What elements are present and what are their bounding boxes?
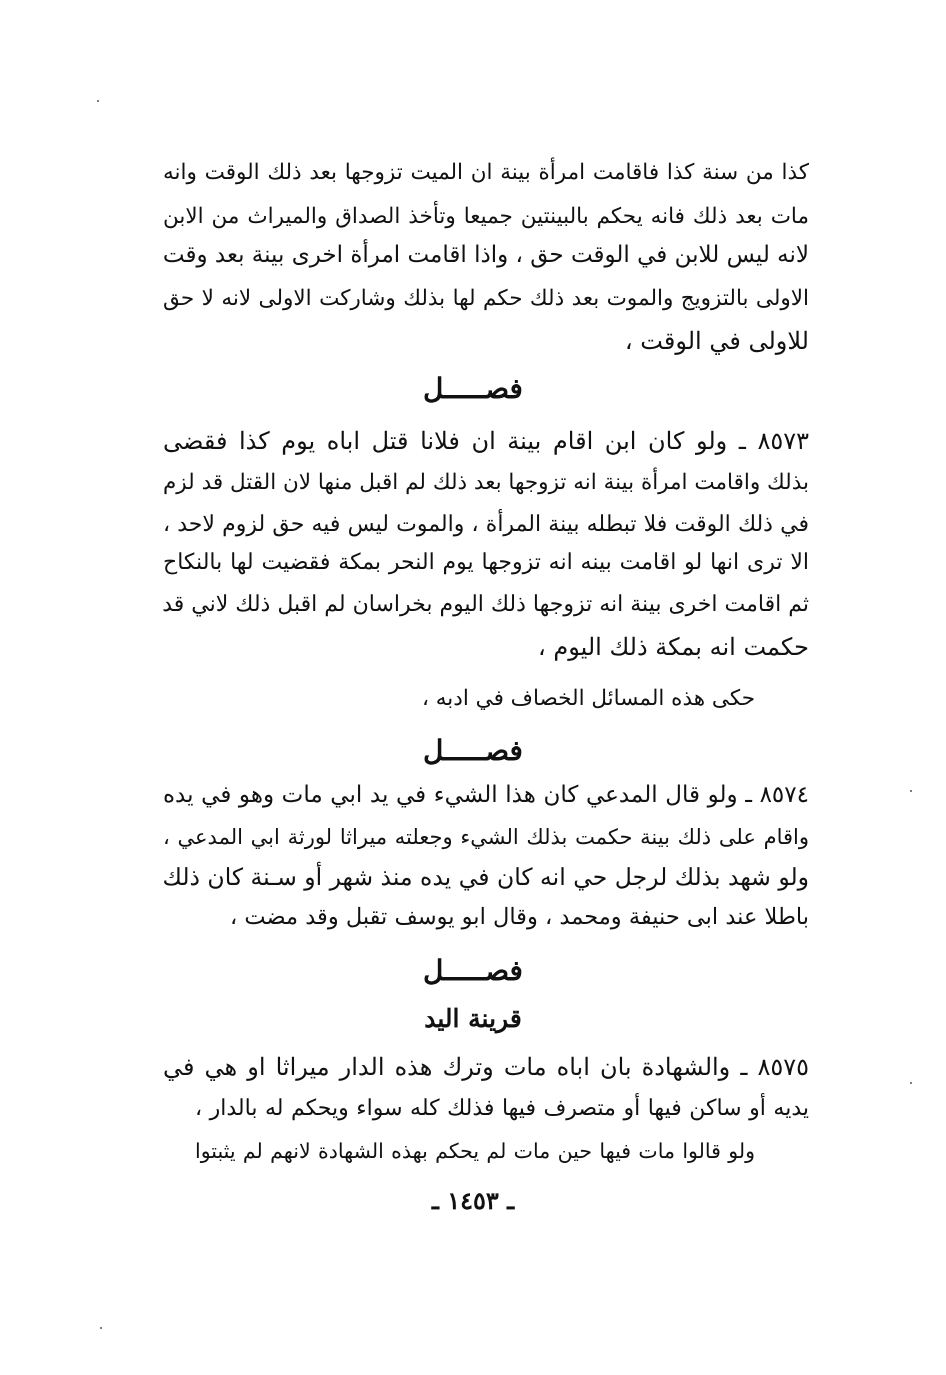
section-heading: فصـــــل <box>423 954 523 987</box>
text-line: يديه أو ساكن فيها أو متصرف فيها فذلك كله سواء ويحكم له بالدار ، <box>195 1096 809 1121</box>
text-line: حكمت انه بمكة ذلك اليوم ، <box>537 633 809 661</box>
text-line: ٨٥٧٥ ـ والشهادة بان اباه مات وترك هذه الدار ميراثا او هي في <box>163 1053 809 1081</box>
section-subheading: قرينة اليد <box>424 1004 522 1033</box>
text-line: كذا من سنة كذا فاقامت امرأة بينة ان الميت تزوجها بعد ذلك الوقت وانه <box>163 160 809 185</box>
text-line: باطلا عند ابى حنيفة ومحمد ، وقال ابو يوسف تقبل وقد مضت ، <box>230 904 809 930</box>
scan-speck <box>97 100 99 102</box>
section-heading: فصـــــل <box>423 372 523 405</box>
text-line: لانه ليس للابن في الوقت حق ، واذا اقامت امرأة اخرى بينة بعد وقت <box>162 242 809 268</box>
scan-speck <box>910 790 912 792</box>
section-heading: فصـــــل <box>423 734 523 767</box>
scan-speck <box>910 1082 912 1084</box>
text-line: ٨٥٧٤ ـ ولو قال المدعي كان هذا الشيء في يد ابي مات وهو في يده <box>163 782 809 808</box>
text-line: واقام على ذلك بينة حكمت بذلك الشيء وجعلته ميراثا لورثة ابي المدعي ، <box>163 825 809 849</box>
text-line: مات بعد ذلك فانه يحكم بالبينتين جميعا وتأخذ الصداق والميراث من الابن <box>163 204 809 229</box>
text-line: بذلك واقامت امرأة بينة انه تزوجها بعد ذلك لم اقبل منها لان القتل قد لزم <box>163 470 809 495</box>
scan-speck <box>100 1327 102 1329</box>
page-number: ـ ١٤٥٣ ـ <box>431 1186 515 1215</box>
text-line: الا ترى انها لو اقامت بينه انه تزوجها يوم النحر بمكة فقضيت لها بالنكاح <box>163 550 809 575</box>
text-line: الاولى بالتزويج والموت بعد ذلك حكم لها بذلك وشاركت الاولى لانه لا حق <box>163 286 809 311</box>
text-line: ولو قالوا مات فيها حين مات لم يحكم بهذه الشهادة لانهم لم يثبتوا <box>195 1139 755 1163</box>
text-line: ولو شهد بذلك لرجل حي انه كان في يده منذ شهر أو سـنة كان ذلك <box>162 863 809 891</box>
text-line: ٨٥٧٣ ـ ولو كان ابن اقام بينة ان فلانا قتل اباه يوم كذا فقضى <box>163 427 810 455</box>
text-line: للاولى في الوقت ، <box>624 327 809 355</box>
text-line: ثم اقامت اخرى بينة انه تزوجها ذلك اليوم بخراسان لم اقبل ذلك لاني قد <box>162 592 809 617</box>
source-note: حكى هذه المسائل الخصاف في ادبه ، <box>421 686 755 711</box>
text-line: في ذلك الوقت فلا تبطله بينة المرأة ، والموت ليس فيه حق لزوم لاحد ، <box>163 512 809 537</box>
